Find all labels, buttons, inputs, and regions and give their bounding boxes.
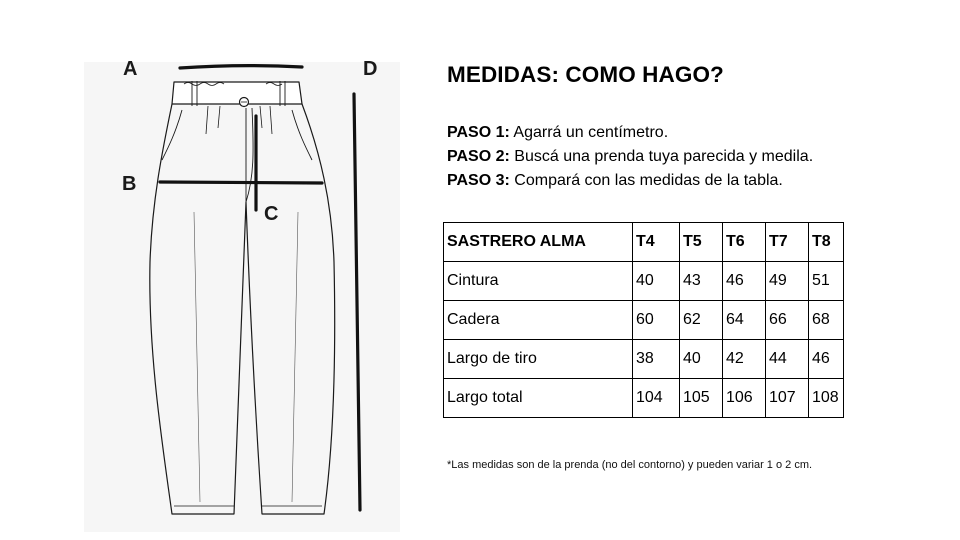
- step-1-text: Agarrá un centímetro.: [513, 124, 669, 141]
- header-cell-t6: T6: [723, 223, 766, 262]
- label-a: A: [123, 58, 138, 80]
- table-cell: 62: [680, 301, 723, 340]
- step-3-text: Compará con las medidas de la tabla.: [514, 172, 783, 189]
- step-2-text: Buscá una prenda tuya parecida y medila.: [514, 148, 814, 165]
- table-cell: 51: [809, 262, 844, 301]
- page-title: MEDIDAS: COMO HAGO?: [447, 62, 724, 87]
- label-c: C: [264, 203, 279, 225]
- table-cell: 106: [723, 379, 766, 418]
- table-header-row: [444, 223, 844, 262]
- header-cell-t5: T5: [680, 223, 723, 262]
- label-b: B: [122, 173, 137, 195]
- row-label: Cintura: [444, 262, 633, 301]
- table-cell: 42: [723, 340, 766, 379]
- header-cell-t4: T4: [633, 223, 680, 262]
- row-label: Largo de tiro: [444, 340, 633, 379]
- table-cell: 38: [633, 340, 680, 379]
- header-cell-product: SASTRERO ALMA: [444, 223, 633, 262]
- table-cell: 40: [633, 262, 680, 301]
- steps-list: [447, 121, 813, 193]
- step-2: [447, 145, 813, 169]
- step-3-label: PASO 3:: [447, 172, 510, 189]
- table-cell: 107: [766, 379, 809, 418]
- table-cell: 105: [680, 379, 723, 418]
- label-d: D: [363, 58, 378, 80]
- step-3: [447, 169, 813, 193]
- header-cell-t8: T8: [809, 223, 844, 262]
- table-row: [444, 379, 844, 418]
- table-cell: 104: [633, 379, 680, 418]
- pants-illustration-panel: [84, 62, 400, 532]
- trousers-illustration: [84, 62, 400, 532]
- table-cell: 49: [766, 262, 809, 301]
- row-label: Cadera: [444, 301, 633, 340]
- table-row: [444, 340, 844, 379]
- row-label: Largo total: [444, 379, 633, 418]
- table-cell: 60: [633, 301, 680, 340]
- table-cell: 108: [809, 379, 844, 418]
- size-table: [443, 222, 844, 418]
- footnote: *Las medidas son de la prenda (no del contorno) y pueden variar 1 o 2 cm.: [447, 459, 813, 471]
- table-cell: 64: [723, 301, 766, 340]
- table-row: [444, 262, 844, 301]
- step-1-label: PASO 1:: [447, 124, 510, 141]
- table-row: [444, 301, 844, 340]
- table-cell: 43: [680, 262, 723, 301]
- table-cell: 44: [766, 340, 809, 379]
- step-1: [447, 121, 813, 145]
- table-cell: 46: [809, 340, 844, 379]
- step-2-label: PASO 2:: [447, 148, 510, 165]
- table-cell: 40: [680, 340, 723, 379]
- header-cell-t7: T7: [766, 223, 809, 262]
- table-cell: 66: [766, 301, 809, 340]
- table-cell: 46: [723, 262, 766, 301]
- table-cell: 68: [809, 301, 844, 340]
